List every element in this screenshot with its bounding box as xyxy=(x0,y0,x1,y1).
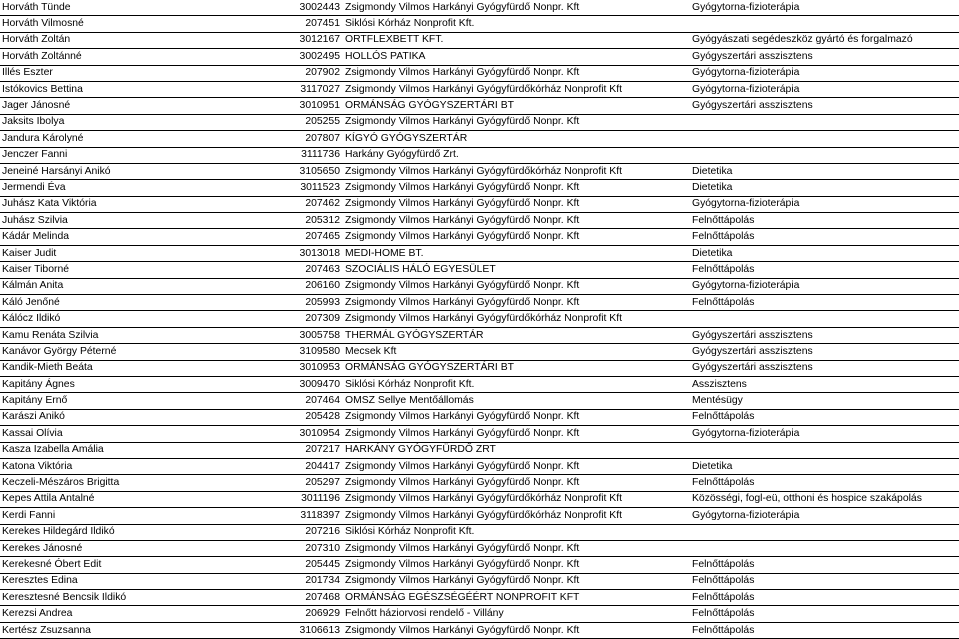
table-row xyxy=(0,573,959,589)
employer-cell: Mecsek Kft xyxy=(343,344,690,360)
person-name-cell: Jenczer Fanni xyxy=(0,147,295,163)
person-name-cell: Keresztesné Bencsik Ildikó xyxy=(0,590,295,606)
specialty-cell: Gyógytorna-fizioterápia xyxy=(690,81,959,97)
person-name-cell: Istókovics Bettina xyxy=(0,81,295,97)
table-row xyxy=(0,16,959,32)
specialty-cell: Felnőttápolás xyxy=(690,295,959,311)
employer-cell: Zsigmondy Vilmos Harkányi Gyógyfürdő Nonpr. Kft xyxy=(343,213,690,229)
person-name-cell: Kaiser Judit xyxy=(0,245,295,261)
table-row xyxy=(0,196,959,212)
registration-number-cell: 3118397 xyxy=(295,508,343,524)
employer-cell: SZOCIÁLIS HÁLÓ EGYESÜLET xyxy=(343,262,690,278)
person-name-cell: Kádár Melinda xyxy=(0,229,295,245)
specialty-cell: Gyógytorna-fizioterápia xyxy=(690,426,959,442)
registration-number-cell: 3109580 xyxy=(295,344,343,360)
specialty-cell: Felnőttápolás xyxy=(690,573,959,589)
table-row xyxy=(0,557,959,573)
specialty-cell xyxy=(690,540,959,556)
employer-cell: Zsigmondy Vilmos Harkányi Gyógyfürdő Nonpr. Kft xyxy=(343,114,690,130)
registration-number-cell: 3002443 xyxy=(295,0,343,16)
table-row xyxy=(0,409,959,425)
employer-cell: Zsigmondy Vilmos Harkányi Gyógyfürdő Nonpr. Kft xyxy=(343,409,690,425)
table-row xyxy=(0,426,959,442)
specialty-cell: Gyógyszertári asszisztens xyxy=(690,98,959,114)
specialty-cell: Felnőttápolás xyxy=(690,475,959,491)
table-row xyxy=(0,475,959,491)
employer-cell: Zsigmondy Vilmos Harkányi Gyógyfürdő Nonpr. Kft xyxy=(343,196,690,212)
specialty-cell: Felnőttápolás xyxy=(690,590,959,606)
person-name-cell: Horváth Zoltán xyxy=(0,32,295,48)
registration-number-cell: 207465 xyxy=(295,229,343,245)
table-row xyxy=(0,262,959,278)
person-name-cell: Kerdi Fanni xyxy=(0,508,295,524)
employer-cell: Siklósi Kórház Nonprofit Kft. xyxy=(343,376,690,392)
table-row xyxy=(0,278,959,294)
employer-cell: OMSZ Sellye Mentőállomás xyxy=(343,393,690,409)
specialty-cell: Felnőttápolás xyxy=(690,622,959,638)
specialty-cell: Közösségi, fogl-eü, otthoni és hospice szakápolás xyxy=(690,491,959,507)
table-row xyxy=(0,327,959,343)
registration-number-cell: 3002495 xyxy=(295,49,343,65)
person-name-cell: Kapitány Ernő xyxy=(0,393,295,409)
table-row xyxy=(0,590,959,606)
employer-cell: Siklósi Kórház Nonprofit Kft. xyxy=(343,16,690,32)
specialty-cell: Gyógytorna-fizioterápia xyxy=(690,508,959,524)
person-name-cell: Kerezsi Andrea xyxy=(0,606,295,622)
specialty-cell xyxy=(690,114,959,130)
employer-cell: Zsigmondy Vilmos Harkányi Gyógyfürdőkórház Nonprofit Kft xyxy=(343,508,690,524)
person-name-cell: Kassai Olívia xyxy=(0,426,295,442)
table-row xyxy=(0,508,959,524)
specialty-cell: Felnőttápolás xyxy=(690,213,959,229)
employer-cell: Zsigmondy Vilmos Harkányi Gyógyfürdő Nonpr. Kft xyxy=(343,278,690,294)
specialty-cell: Gyógyszertári asszisztens xyxy=(690,327,959,343)
specialty-cell: Felnőttápolás xyxy=(690,409,959,425)
registration-number-cell: 3011196 xyxy=(295,491,343,507)
registration-number-cell: 204417 xyxy=(295,458,343,474)
person-name-cell: Illés Eszter xyxy=(0,65,295,81)
registration-number-cell: 207451 xyxy=(295,16,343,32)
table-row xyxy=(0,213,959,229)
person-name-cell: Katona Viktória xyxy=(0,458,295,474)
table-row xyxy=(0,114,959,130)
employer-cell: Zsigmondy Vilmos Harkányi Gyógyfürdőkórház Nonprofit Kft xyxy=(343,311,690,327)
specialty-cell: Gyógyszertári asszisztens xyxy=(690,360,959,376)
person-name-cell: Kertész Zsuzsanna xyxy=(0,622,295,638)
specialty-cell xyxy=(690,442,959,458)
person-name-cell: Kerekes Jánosné xyxy=(0,540,295,556)
employer-cell: Zsigmondy Vilmos Harkányi Gyógyfürdő Nonpr. Kft xyxy=(343,0,690,16)
employer-cell: Harkány Gyógyfürdő Zrt. xyxy=(343,147,690,163)
registration-number-cell: 205428 xyxy=(295,409,343,425)
registration-number-cell: 205993 xyxy=(295,295,343,311)
table-row xyxy=(0,622,959,638)
person-name-cell: Horváth Vilmosné xyxy=(0,16,295,32)
registration-number-cell: 3117027 xyxy=(295,81,343,97)
table-row xyxy=(0,81,959,97)
registration-number-cell: 207310 xyxy=(295,540,343,556)
specialty-cell: Gyógytorna-fizioterápia xyxy=(690,65,959,81)
employer-cell: Zsigmondy Vilmos Harkányi Gyógyfürdőkórház Nonprofit Kft xyxy=(343,81,690,97)
employer-cell: THERMÁL GYÓGYSZERTÁR xyxy=(343,327,690,343)
registration-number-cell: 3106613 xyxy=(295,622,343,638)
employer-cell: Zsigmondy Vilmos Harkányi Gyógyfürdő Nonpr. Kft xyxy=(343,622,690,638)
person-name-cell: Kanávor György Péterné xyxy=(0,344,295,360)
table-row xyxy=(0,524,959,540)
table-row xyxy=(0,131,959,147)
employer-cell: Zsigmondy Vilmos Harkányi Gyógyfürdő Nonpr. Kft xyxy=(343,65,690,81)
table-row xyxy=(0,147,959,163)
employer-cell: Zsigmondy Vilmos Harkányi Gyógyfürdő Nonpr. Kft xyxy=(343,573,690,589)
person-name-cell: Kálmán Anita xyxy=(0,278,295,294)
specialty-cell: Felnőttápolás xyxy=(690,606,959,622)
employer-cell: Siklósi Kórház Nonprofit Kft. xyxy=(343,524,690,540)
registration-number-cell: 3111736 xyxy=(295,147,343,163)
person-name-cell: Juhász Kata Viktória xyxy=(0,196,295,212)
person-name-cell: Kamu Renáta Szilvia xyxy=(0,327,295,343)
registration-number-cell: 201734 xyxy=(295,573,343,589)
person-name-cell: Kálócz Ildikó xyxy=(0,311,295,327)
registration-number-cell: 206929 xyxy=(295,606,343,622)
person-name-cell: Kasza Izabella Amália xyxy=(0,442,295,458)
specialty-cell xyxy=(690,311,959,327)
employer-cell: Zsigmondy Vilmos Harkányi Gyógyfürdő Nonpr. Kft xyxy=(343,458,690,474)
person-name-cell: Horváth Zoltánné xyxy=(0,49,295,65)
table-row xyxy=(0,98,959,114)
specialty-cell: Dietetika xyxy=(690,458,959,474)
specialty-cell: Gyógyászati segédeszköz gyártó és forgalmazó xyxy=(690,32,959,48)
table-row xyxy=(0,442,959,458)
specialty-cell: Felnőttápolás xyxy=(690,229,959,245)
employer-cell: Zsigmondy Vilmos Harkányi Gyógyfürdő Nonpr. Kft xyxy=(343,540,690,556)
specialty-cell: Felnőttápolás xyxy=(690,262,959,278)
person-name-cell: Káló Jenőné xyxy=(0,295,295,311)
employer-cell: Zsigmondy Vilmos Harkányi Gyógyfürdő Nonpr. Kft xyxy=(343,475,690,491)
registration-number-cell: 3105650 xyxy=(295,163,343,179)
specialty-cell: Dietetika xyxy=(690,180,959,196)
table-row xyxy=(0,65,959,81)
person-name-cell: Kandik-Mieth Beáta xyxy=(0,360,295,376)
registration-number-cell: 3009470 xyxy=(295,376,343,392)
specialty-cell: Dietetika xyxy=(690,163,959,179)
employer-cell: MEDI-HOME BT. xyxy=(343,245,690,261)
specialty-cell: Asszisztens xyxy=(690,376,959,392)
specialty-cell xyxy=(690,147,959,163)
person-name-cell: Keczeli-Mészáros Brigitta xyxy=(0,475,295,491)
registration-number-cell: 205312 xyxy=(295,213,343,229)
employer-cell: ORTFLEXBETT KFT. xyxy=(343,32,690,48)
registration-number-cell: 207462 xyxy=(295,196,343,212)
registration-number-cell: 207902 xyxy=(295,65,343,81)
specialty-cell: Felnőttápolás xyxy=(690,557,959,573)
specialty-cell: Dietetika xyxy=(690,245,959,261)
registration-number-cell: 3010954 xyxy=(295,426,343,442)
registration-number-cell: 207216 xyxy=(295,524,343,540)
registration-number-cell: 205255 xyxy=(295,114,343,130)
person-name-cell: Jandura Károlyné xyxy=(0,131,295,147)
employer-cell: Zsigmondy Vilmos Harkányi Gyógyfürdő Nonpr. Kft xyxy=(343,229,690,245)
registration-number-cell: 3005758 xyxy=(295,327,343,343)
person-name-cell: Keresztes Edina xyxy=(0,573,295,589)
table-row xyxy=(0,540,959,556)
employer-cell: Zsigmondy Vilmos Harkányi Gyógyfürdőkórház Nonprofit Kft xyxy=(343,491,690,507)
table-row xyxy=(0,376,959,392)
registration-number-cell: 3013018 xyxy=(295,245,343,261)
employer-cell: Zsigmondy Vilmos Harkányi Gyógyfürdőkórház Nonprofit Kft xyxy=(343,163,690,179)
specialty-cell xyxy=(690,524,959,540)
table-row xyxy=(0,393,959,409)
person-name-cell: Kerekesné Óbert Edit xyxy=(0,557,295,573)
specialty-cell: Gyógytorna-fizioterápia xyxy=(690,196,959,212)
specialty-cell: Mentésügy xyxy=(690,393,959,409)
specialty-cell xyxy=(690,131,959,147)
specialty-cell: Gyógytorna-fizioterápia xyxy=(690,278,959,294)
person-name-cell: Juhász Szilvia xyxy=(0,213,295,229)
person-name-cell: Kepes Attila Antalné xyxy=(0,491,295,507)
employer-cell: KÍGYÓ GYÓGYSZERTÁR xyxy=(343,131,690,147)
employer-cell: ORMÁNSÁG GYÓGYSZERTÁRI BT xyxy=(343,98,690,114)
registration-number-cell: 207464 xyxy=(295,393,343,409)
registration-number-cell: 206160 xyxy=(295,278,343,294)
registration-number-cell: 3012167 xyxy=(295,32,343,48)
table-row xyxy=(0,458,959,474)
registration-number-cell: 207217 xyxy=(295,442,343,458)
table-row xyxy=(0,491,959,507)
registration-number-cell: 207309 xyxy=(295,311,343,327)
table-row xyxy=(0,49,959,65)
person-name-cell: Karászi Anikó xyxy=(0,409,295,425)
table-row xyxy=(0,245,959,261)
employer-cell: Zsigmondy Vilmos Harkányi Gyógyfürdő Nonpr. Kft xyxy=(343,295,690,311)
person-name-cell: Horváth Tünde xyxy=(0,0,295,16)
table-row xyxy=(0,0,959,16)
specialty-cell: Gyógytorna-fizioterápia xyxy=(690,0,959,16)
table-row xyxy=(0,311,959,327)
employer-cell: Zsigmondy Vilmos Harkányi Gyógyfürdő Nonpr. Kft xyxy=(343,180,690,196)
table-row xyxy=(0,360,959,376)
employer-cell: ORMÁNSÁG EGÉSZSÉGÉÉRT NONPROFIT KFT xyxy=(343,590,690,606)
person-name-cell: Kerekes Hildegárd Ildikó xyxy=(0,524,295,540)
employer-cell: HARKÁNY GYÓGYFÜRDŐ ZRT xyxy=(343,442,690,458)
registration-number-cell: 205297 xyxy=(295,475,343,491)
table-row xyxy=(0,295,959,311)
employer-cell: HOLLÓS PATIKA xyxy=(343,49,690,65)
employer-cell: Zsigmondy Vilmos Harkányi Gyógyfürdő Nonpr. Kft xyxy=(343,557,690,573)
person-name-cell: Jermendi Éva xyxy=(0,180,295,196)
registration-number-cell: 3010953 xyxy=(295,360,343,376)
table-row xyxy=(0,606,959,622)
person-name-cell: Jaksits Ibolya xyxy=(0,114,295,130)
registration-number-cell: 205445 xyxy=(295,557,343,573)
table-row xyxy=(0,32,959,48)
registration-number-cell: 207468 xyxy=(295,590,343,606)
person-name-cell: Kapitány Ágnes xyxy=(0,376,295,392)
table-row xyxy=(0,180,959,196)
registration-number-cell: 207463 xyxy=(295,262,343,278)
table-row xyxy=(0,344,959,360)
person-name-cell: Jager Jánosné xyxy=(0,98,295,114)
registration-number-cell: 3011523 xyxy=(295,180,343,196)
table-row xyxy=(0,163,959,179)
specialty-cell xyxy=(690,16,959,32)
registration-number-cell: 3010951 xyxy=(295,98,343,114)
table-row xyxy=(0,229,959,245)
specialty-cell: Gyógyszertári asszisztens xyxy=(690,344,959,360)
person-name-cell: Kaiser Tiborné xyxy=(0,262,295,278)
employer-cell: ORMÁNSÁG GYÓGYSZERTÁRI BT xyxy=(343,360,690,376)
specialty-cell: Gyógyszertári asszisztens xyxy=(690,49,959,65)
person-name-cell: Jeneiné Harsányi Anikó xyxy=(0,163,295,179)
employer-cell: Zsigmondy Vilmos Harkányi Gyógyfürdő Nonpr. Kft xyxy=(343,426,690,442)
employer-cell: Felnőtt háziorvosi rendelő - Villány xyxy=(343,606,690,622)
registration-number-cell: 207807 xyxy=(295,131,343,147)
